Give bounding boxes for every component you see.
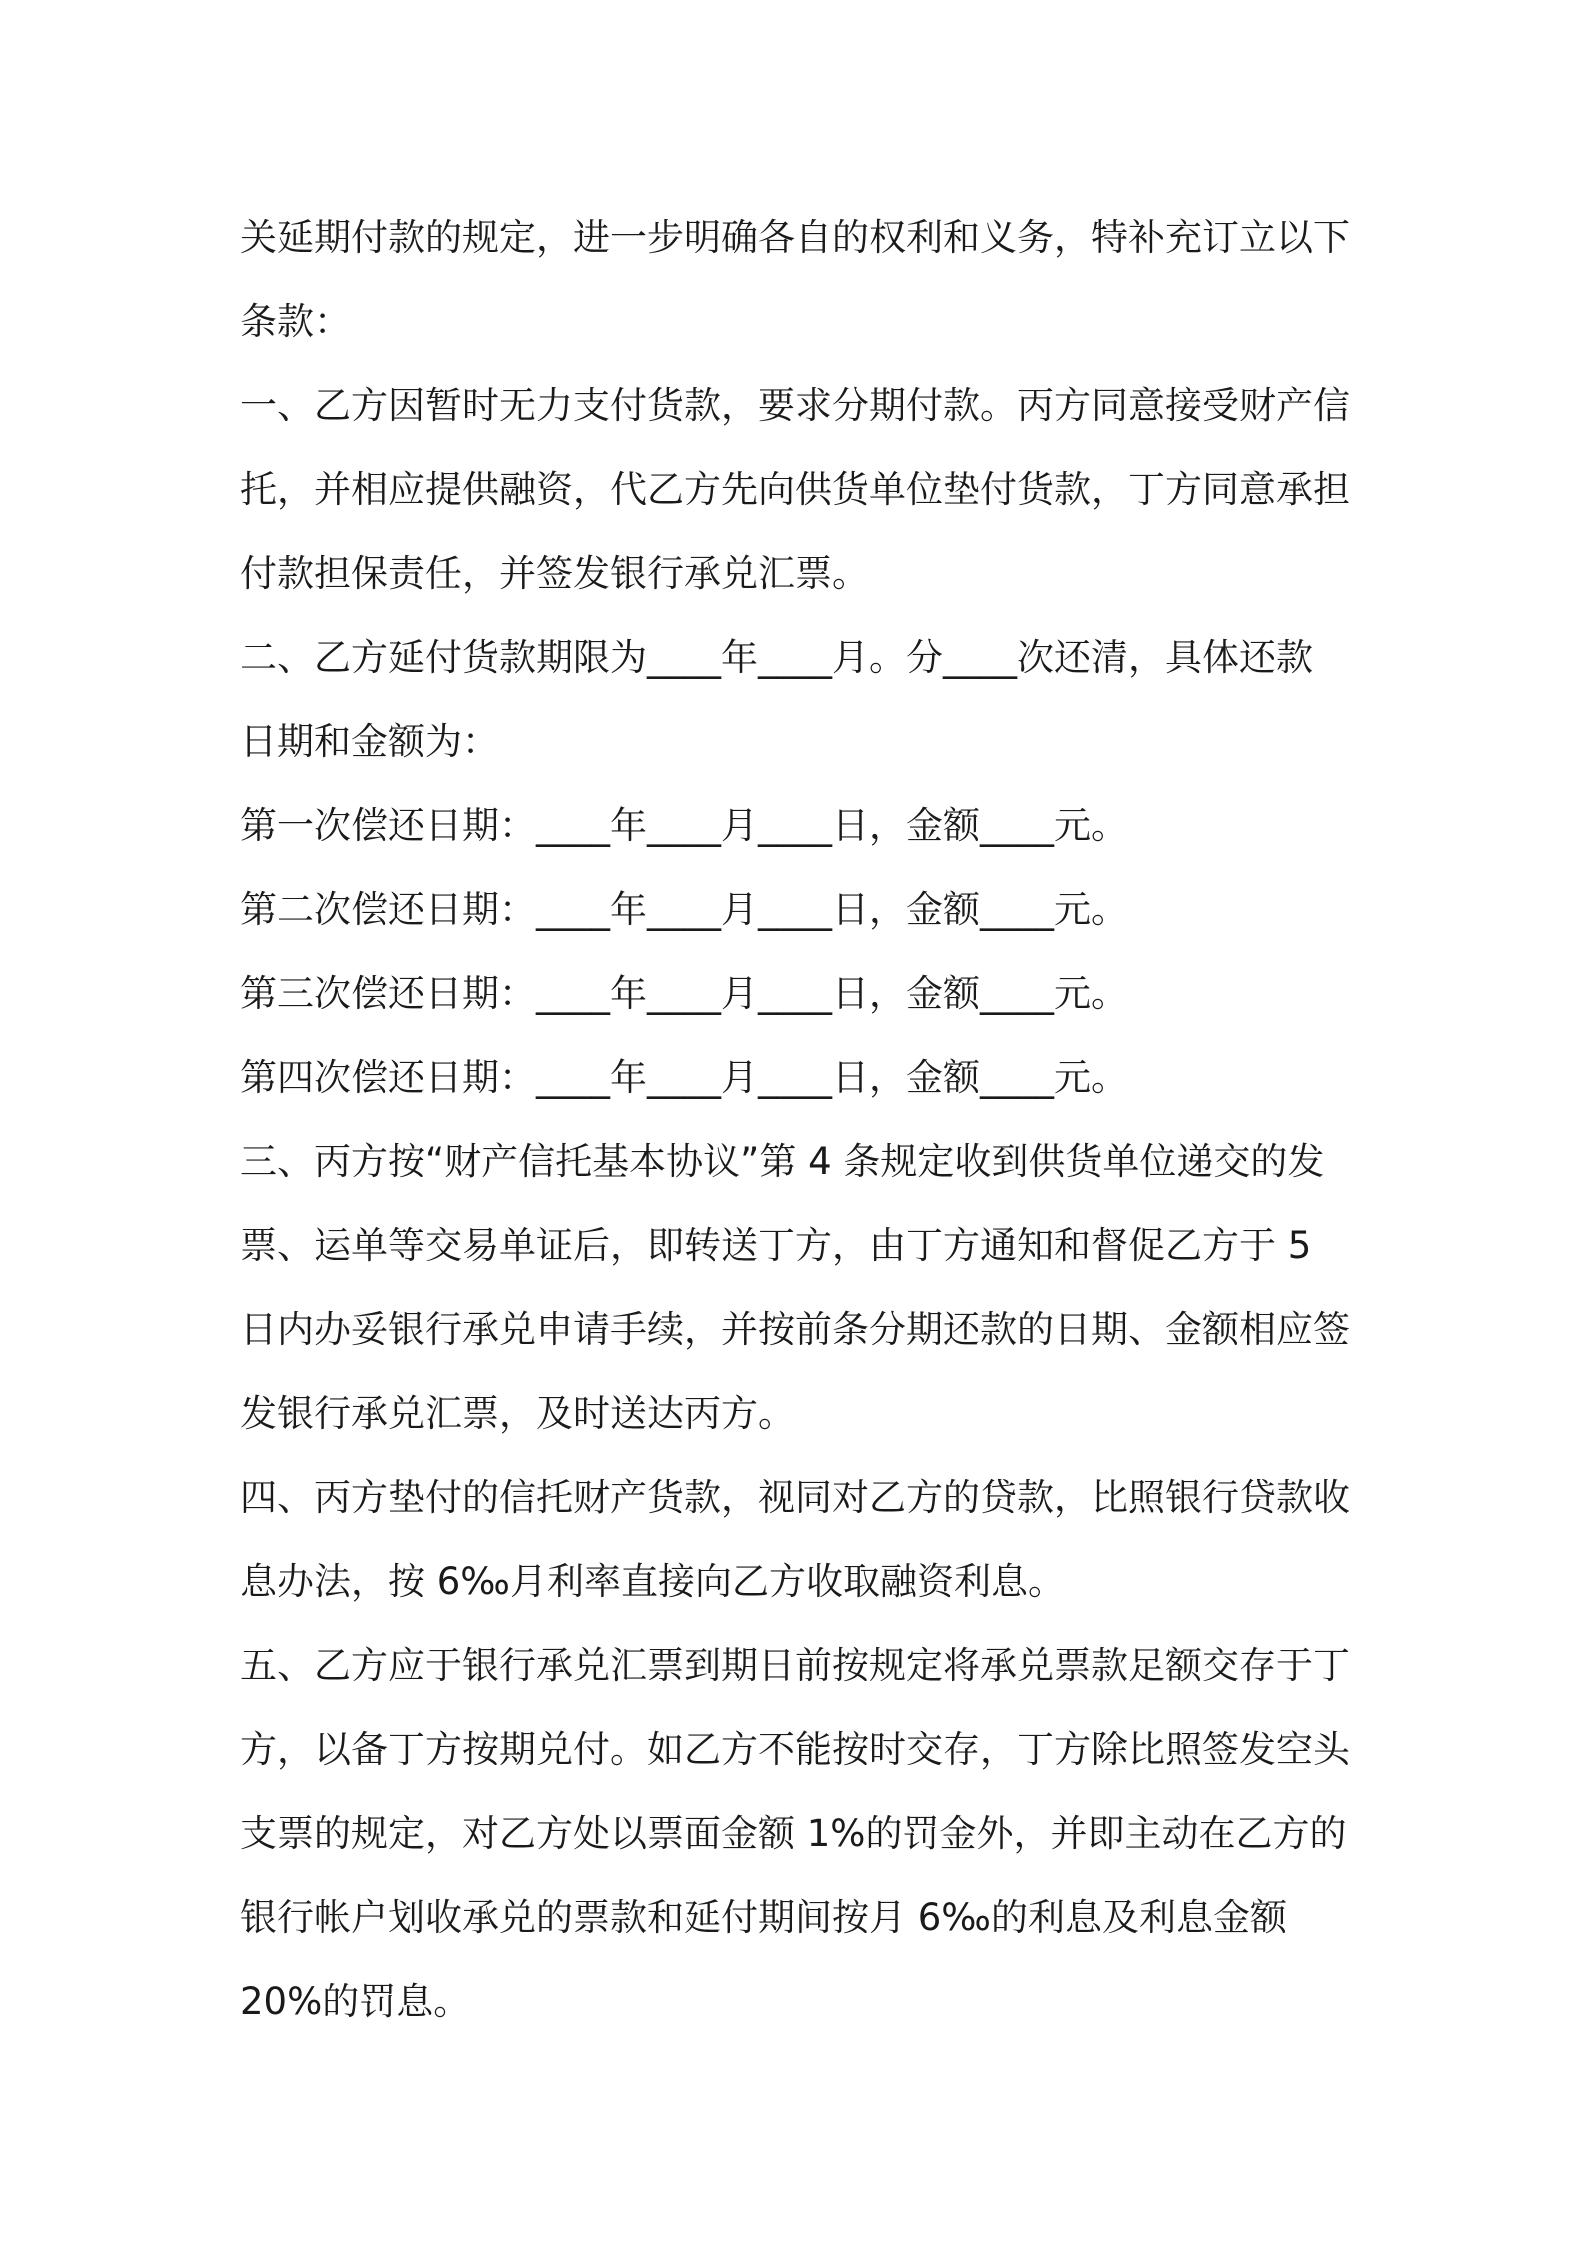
text-line: 第二次偿还日期：____年____月____日，金额____元。 xyxy=(240,888,1128,931)
text-line: 关延期付款的规定，进一步明确各自的权利和义务，特补充订立以下 xyxy=(240,216,1350,259)
text-line: 五、乙方应于银行承兑汇票到期日前按规定将承兑票款足额交存于丁 xyxy=(240,1644,1350,1687)
text-line: 20%的罚息。 xyxy=(240,1980,471,2023)
text-line: 日期和金额为： xyxy=(240,720,499,763)
text-line: 付款担保责任，并签发银行承兑汇票。 xyxy=(240,552,869,595)
text-line: 四、丙方垫付的信托财产货款，视同对乙方的贷款，比照银行贷款收 xyxy=(240,1476,1350,1519)
text-line: 二、乙方延付货款期限为____年____月。分____次还清，具体还款 xyxy=(240,636,1313,679)
text-line: 三、丙方按“财产信托基本协议”第 4 条规定收到供货单位递交的发 xyxy=(240,1140,1325,1183)
text-line: 一、乙方因暂时无力支付货款，要求分期付款。丙方同意接受财产信 xyxy=(240,384,1350,427)
text-line: 第一次偿还日期：____年____月____日，金额____元。 xyxy=(240,804,1128,847)
document-body xyxy=(240,196,1360,2044)
text-line: 条款： xyxy=(240,300,351,343)
text-line: 第四次偿还日期：____年____月____日，金额____元。 xyxy=(240,1056,1128,1099)
text-line: 票、运单等交易单证后，即转送丁方，由丁方通知和督促乙方于 5 xyxy=(240,1224,1312,1267)
text-line: 银行帐户划收承兑的票款和延付期间按月 6‰的利息及利息金额 xyxy=(240,1896,1287,1939)
text-line: 日内办妥银行承兑申请手续，并按前条分期还款的日期、金额相应签 xyxy=(240,1308,1350,1351)
text-line: 第三次偿还日期：____年____月____日，金额____元。 xyxy=(240,972,1128,1015)
text-line: 息办法，按 6‰月利率直接向乙方收取融资利息。 xyxy=(240,1560,1065,1603)
text-line: 方，以备丁方按期兑付。如乙方不能按时交存，丁方除比照签发空头 xyxy=(240,1728,1350,1771)
text-line: 支票的规定，对乙方处以票面金额 1%的罚金外，并即主动在乙方的 xyxy=(240,1812,1347,1855)
text-line: 托，并相应提供融资，代乙方先向供货单位垫付货款，丁方同意承担 xyxy=(240,468,1350,511)
text-line: 发银行承兑汇票，及时送达丙方。 xyxy=(240,1392,795,1435)
